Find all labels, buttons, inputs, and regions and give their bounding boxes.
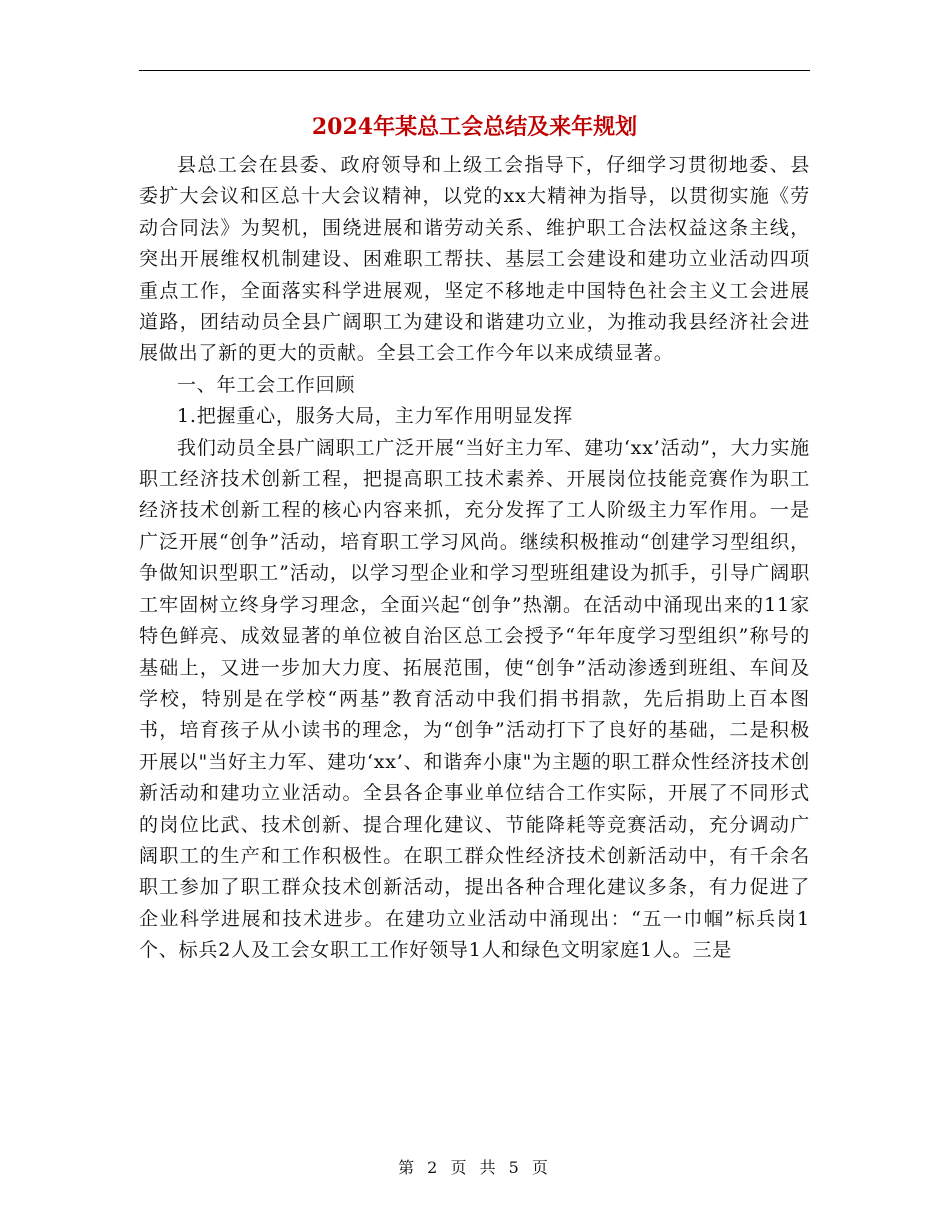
document-body	[139, 150, 810, 967]
header-rule	[139, 70, 810, 71]
document-title: 2024年某总工会总结及来年规划	[311, 114, 638, 140]
section-heading: 一、年工会工作回顾	[177, 373, 356, 396]
page-footer: 第 2 页 共 5 页	[398, 1158, 552, 1177]
intro-paragraph: 县总工会在县委、政府领导和上级工会指导下，仔细学习贯彻地委、县委扩大会议和区总十大会议精神，以党的xx大精神为指导，以贯彻实施《劳动合同法》为契机，围绕进展和谐劳动关系、维护职工合法权益这条主线，突出开展维权机制建设、困难职工帮扶、基层工会建设和建功立业活动四项重点工作，全面落实科学进展观，坚定不移地走中国特色社会主义工会进展道路，团结动员全县广阔职工为建设和谐建功立业，为推动我县经济社会进展做出了新的更大的贡献。全县工会工作今年以来成绩显著。	[139, 154, 810, 365]
body-paragraph: 我们动员全县广阔职工广泛开展“当好主力军、建功‘xx’活动”，大力实施职工经济技术创新工程，把提高职工技术素养、开展岗位技能竞赛作为职工经济技术创新工程的核心内容来抓，充分发挥了工人阶级主力军作用。一是广泛开展“创争”活动，培育职工学习风尚。继续积极推动“创建学习型组织，争做知识型职工”活动，以学习型企业和学习型班组建设为抓手，引导广阔职工牢固树立终身学习理念，全面兴起“创争”热潮。在活动中涌现出来的11家特色鲜亮、成效显著的单位被自治区总工会授予“年年度学习型组织”称号的基础上，又进一步加大力度、拓展范围，使“创争”活动渗透到班组、车间及学校，特别是在学校“两基”教育活动中我们捐书捐款，先后捐助上百本图书，培育孩子从小读书的理念，为“创争”活动打下了良好的基础，二是积极开展以"当好主力军、建功‘xx’、和谐奔小康"为主题的职工群众性经济技术创新活动和建功立业活动。全县各企事业单位结合工作实际，开展了不同形式的岗位比武、技术创新、提合理化建议、节能降耗等竞赛活动，充分调动广阔职工的生产和工作积极性。在职工群众性经济技术创新活动中，有千余名职工参加了职工群众技术创新活动，提出各种合理化建议多条，有力促进了企业科学进展和技术进步。在建功立业活动中涌现出：“五一巾帼”标兵岗1个、标兵2人及工会女职工工作好领导1人和绿色文明家庭1人。三是	[139, 436, 810, 962]
subsection-heading: 1.把握重心，服务大局，主力军作用明显发挥	[177, 405, 573, 428]
